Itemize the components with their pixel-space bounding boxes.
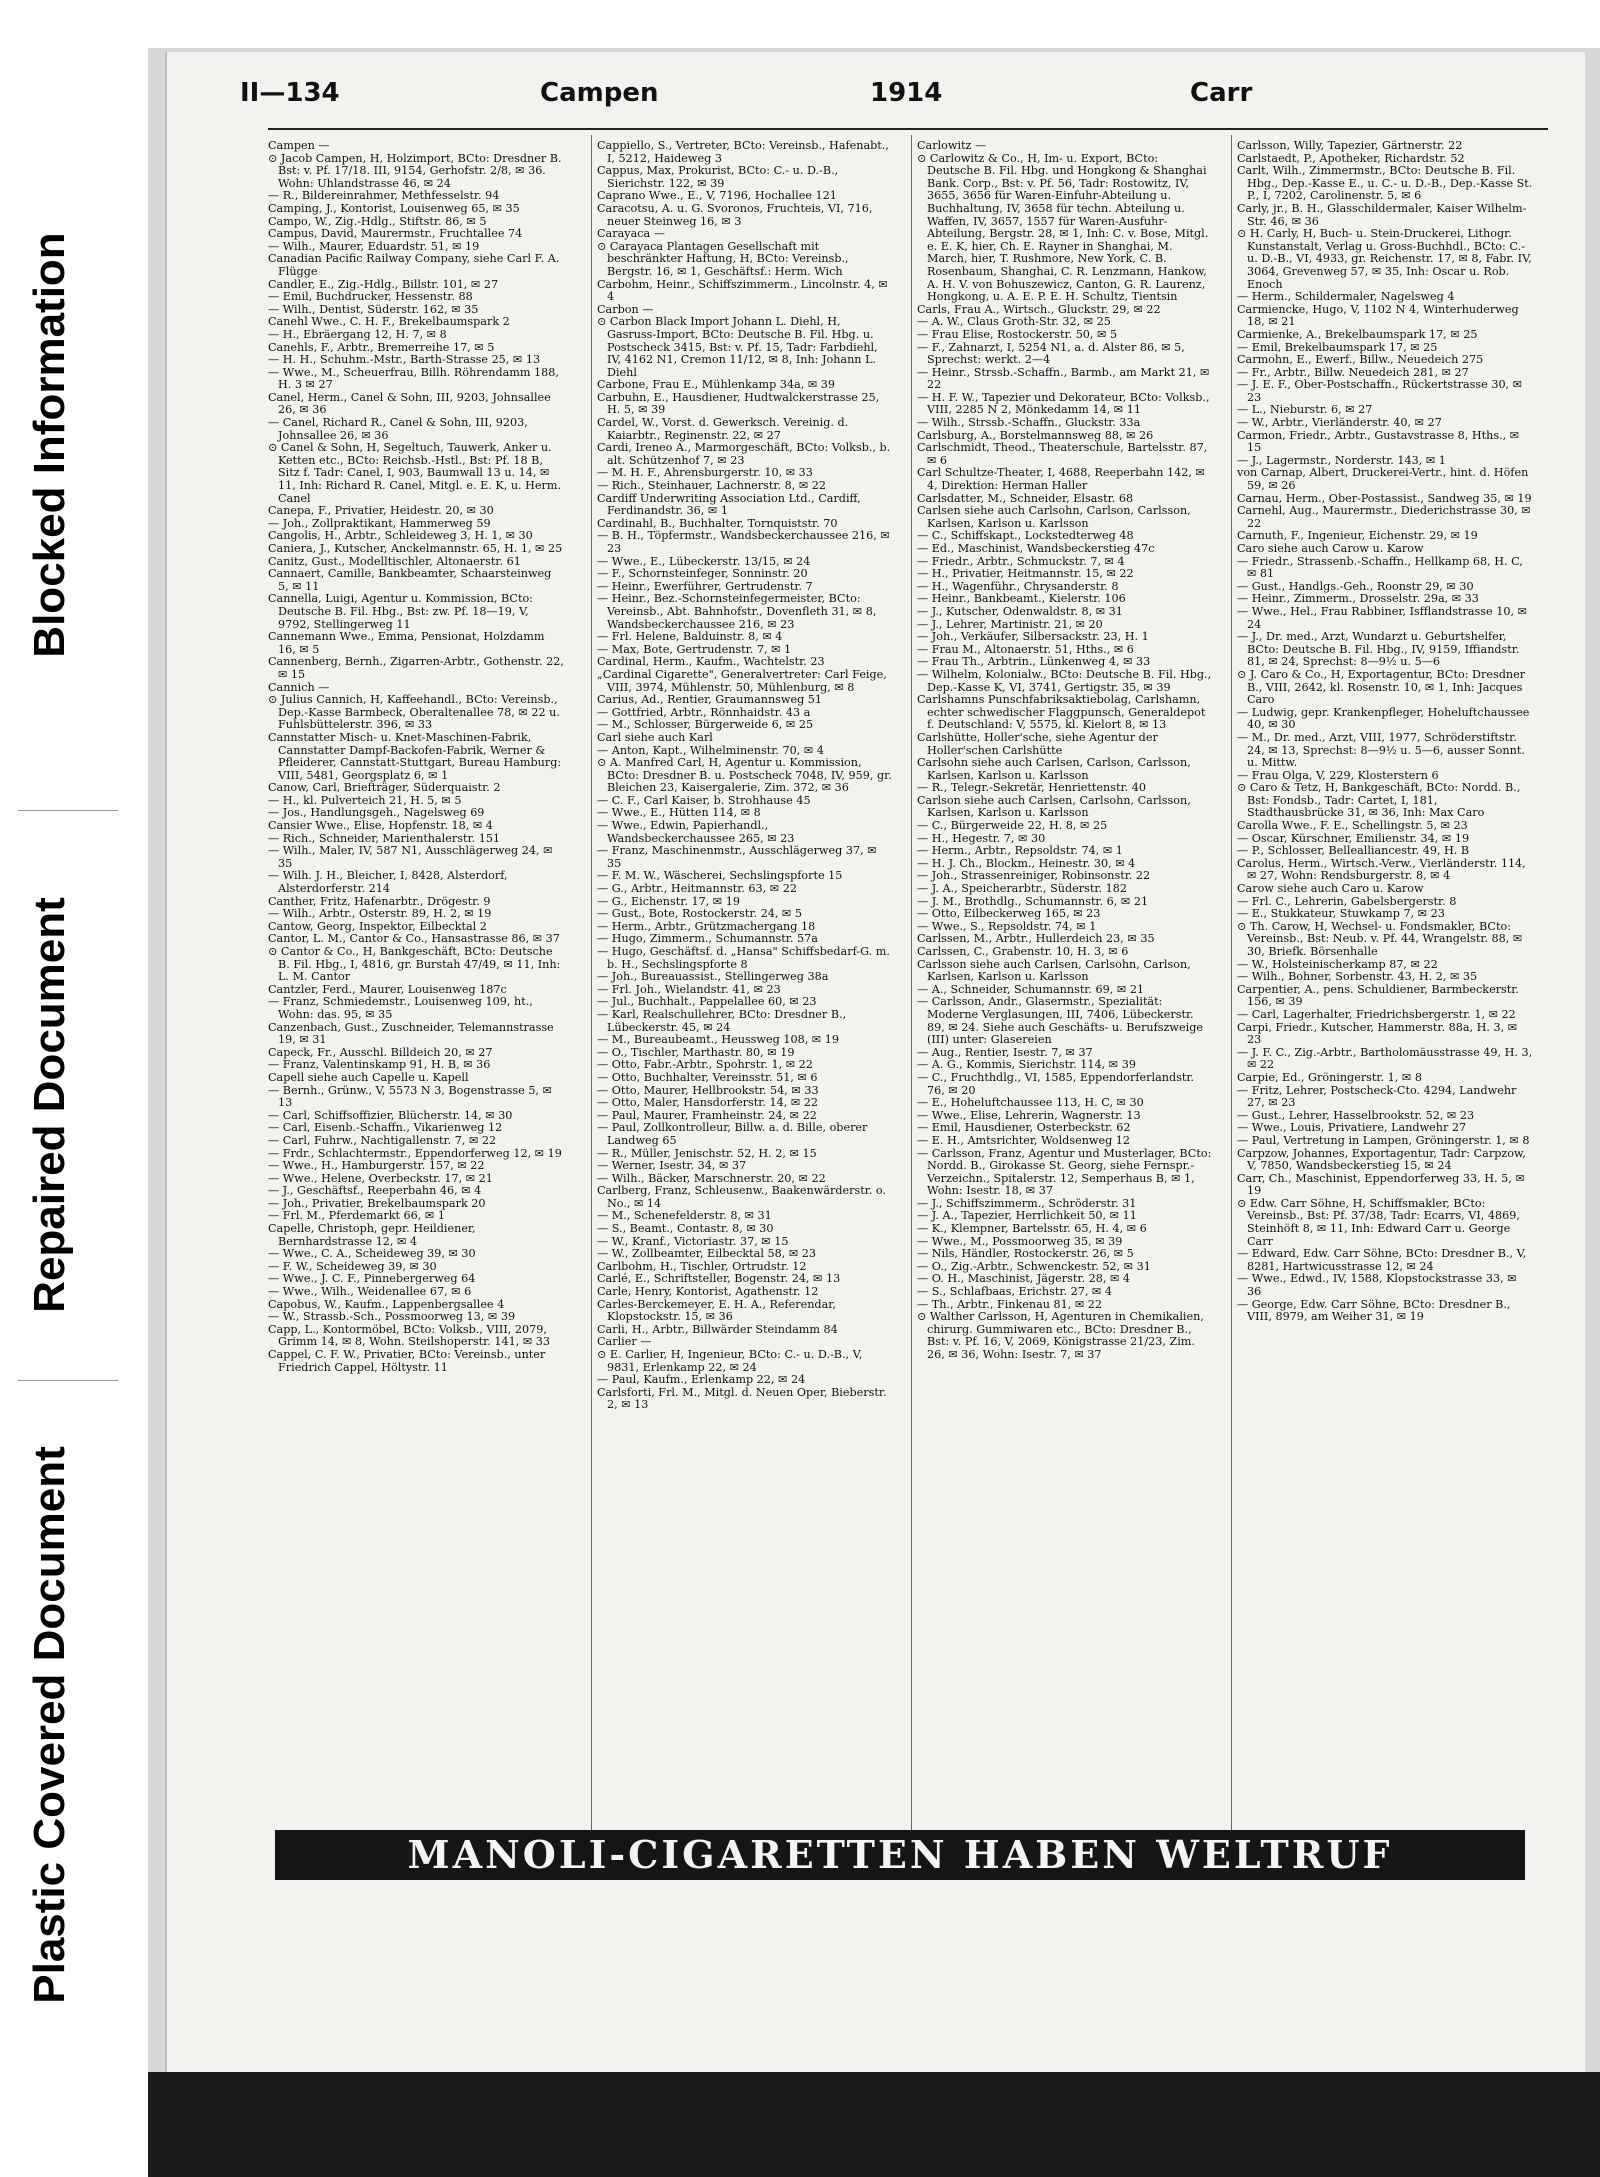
directory-entry: Carlsen siehe auch Carlsohn, Carlson, Carlsson, Karlsen, Karlson u. Karlsson: [917, 504, 1191, 530]
directory-entry: Carpie, Ed., Gröningerstr. 1, ✉ 8: [1237, 1070, 1422, 1084]
directory-entry: — Jul., Buchhalt., Pappelallee 60, ✉ 23: [597, 995, 817, 1009]
directory-entry: — Joh., Verkäufer, Silbersackstr. 23, H. 1: [917, 630, 1149, 644]
directory-entry: — Franz, Maschinenmstr., Ausschlägerweg 37, ✉ 35: [597, 844, 877, 870]
directory-entry: — Otto, Eilbeckerweg 165, ✉ 23: [917, 907, 1101, 921]
directory-entry: ⊙ Carlowitz & Co., H, Im- u. Export, BCto: Deutsche B. Fil. Hbg. und Hongkong & Shanghai Bank. Corp., Bst: v. Pf. 56, Tadr: Rostowitz, IV, 3655, 3656 für Waren-Einfuhr-Abteilung u. Buchhaltung, IV, 3658 für techn. Abteilung u. Waffen, IV, 3657, 1557 für Waren-Ausfuhr-Abteilung, Bergstr. 28, ✉ 1, Inh: C. v. Bose, Mitgl. e. E. K, hier, Ch. E. Rayner in Shanghai, M. March, hier, T. Rushmore, New York, C. B. Rosenbaum, Shanghai, C. R. Lenzmann, Hankow, A. H. V. von Bohuszewicz, Canton, G. R. Laurenz, Hongkong, u. A. E. P. E. H. Schultz, Tientsin: [917, 151, 1209, 304]
directory-entry: Caracotsu, A. u. G. Svoronos, Fruchteis, VI, 716, neuer Steinweg 16, ✉ 3: [597, 201, 873, 228]
directory-entry: Carlier —: [597, 1335, 652, 1349]
directory-entry: Cardinahl, B., Buchhalter, Tornquiststr. 70: [597, 516, 838, 530]
directory-entry: — Rich., Steinhauer, Lachnerstr. 8, ✉ 22: [597, 479, 826, 493]
directory-entry: ⊙ J. Caro & Co., H, Exportagentur, BCto: Dresdner B., VIII, 2642, kl. Rosenstr. 10, ✉ 1, Inh: Jacques Caro: [1237, 667, 1526, 707]
directory-entry: — J., Lagermstr., Norderstr. 143, ✉ 1: [1237, 453, 1446, 467]
sidebar-label-plastic: Plastic Covered Document: [25, 1446, 74, 2004]
directory-entry: Cannenberg, Bernh., Zigarren-Arbtr., Gothenstr. 22, ✉ 15: [268, 655, 564, 681]
directory-entry: — J., Kutscher, Odenwaldstr. 8, ✉ 31: [917, 604, 1123, 618]
directory-entry: Canel, Herm., Canel & Sohn, III, 9203, Johnsallee 26, ✉ 36: [268, 390, 551, 417]
sidebar: [0, 0, 140, 2177]
directory-entry: Cantor, L. M., Cantor & Co., Hansastrasse 86, ✉ 37: [268, 932, 560, 946]
directory-entry: — Wwe., J. C. F., Pinnebergerweg 64: [268, 1272, 476, 1286]
directory-entry: — C. F., Carl Kaiser, b. Strohhause 45: [597, 793, 811, 807]
directory-entry: — Heinr., Strssb.-Schaffn., Barmb., am Markt 21, ✉ 22: [917, 365, 1210, 392]
directory-entry: Cannstatter Misch- u. Knet-Maschinen-Fabrik, Cannstatter Dampf-Backofen-Fabrik, Werner & Pfleiderer, Cannstatt-Stuttgart, Bureau Hamburg: VIII, 5481, Georgsplatz 6, ✉ 1: [268, 730, 562, 782]
directory-entry: Cansier Wwe., Elise, Hopfenstr. 18, ✉ 4: [268, 819, 493, 833]
directory-entry: ⊙ Julius Cannich, H, Kaffeehandl., BCto: Vereinsb., Dep.-Kasse Barmbeck, Oberaltenallee 78, ✉ 22 u. Fuhlsbüttelerstr. 396, ✉ 33: [268, 693, 560, 732]
directory-entry: Cardel, W., Vorst. d. Gewerksch. Vereinig. d. Kaiarbtr., Reginenstr. 22, ✉ 27: [597, 416, 849, 442]
directory-entry: — Friedr., Arbtr., Schmuckstr. 7, ✉ 4: [917, 554, 1125, 568]
directory-entry: — J., Lehrer, Martinistr. 21, ✉ 20: [917, 617, 1103, 631]
directory-entry: — S., Schlafbaas, Erichstr. 27, ✉ 4: [917, 1285, 1112, 1299]
directory-entry: Carpi, Friedr., Kutscher, Hammerstr. 88a, H. 3, ✉ 23: [1237, 1020, 1518, 1047]
directory-entry: — Frl. M., Pferdemarkt 66, ✉ 1: [268, 1209, 445, 1223]
directory-entry: — Wwe., E., Hütten 114, ✉ 8: [597, 806, 761, 820]
directory-entry: Carlsson, Willy, Tapezier, Gärtnerstr. 22: [1237, 140, 1463, 152]
directory-entry: — Frau Th., Arbtrin., Lünkenweg 4, ✉ 33: [917, 655, 1151, 669]
directory-entry: — Frau Elise, Rostockerstr. 50, ✉ 5: [917, 327, 1118, 341]
directory-entry: Canzenbach, Gust., Zuschneider, Telemannstrasse 19, ✉ 31: [268, 1020, 554, 1047]
directory-entry: — Paul, Vertretung in Lampen, Gröningerstr. 1, ✉ 8: [1237, 1133, 1530, 1147]
directory-entry: — Carl, Eisenb.-Schaffn., Vikarienweg 12: [268, 1121, 503, 1135]
directory-entry: — Herm., Arbtr., Grützmachergang 18: [597, 919, 816, 933]
directory-entry: — Otto, Fabr.-Arbtr., Spohrstr. 1, ✉ 22: [597, 1058, 813, 1072]
directory-entry: — Carlsson, Franz, Agentur und Musterlager, BCto: Nordd. B., Girokasse St. Georg, siehe Fernspr.-Verzeichn., Spitalerstr. 12, Semperhaus B, ✉ 1, Wohn: Isestr. 18, ✉ 37: [917, 1146, 1212, 1198]
directory-entry: ⊙ Carayaca Plantagen Gesellschaft mit beschränkter Haftung, H, BCto: Vereinsb., Bergstr. 16, ✉ 1, Geschäftsf.: Herm. Wich: [597, 239, 849, 278]
directory-entry: — W., Holsteinischerkamp 87, ✉ 22: [1237, 957, 1438, 971]
directory-entry: — F., Schornsteinfeger, Sonninstr. 20: [597, 567, 808, 581]
directory-entry: — Gust., Handlgs.-Geh., Roonstr 29, ✉ 30: [1237, 579, 1474, 593]
directory-entry: — H. H., Schuhm.-Mstr., Barth-Strasse 25, ✉ 13: [268, 353, 541, 367]
directory-entry: — O., Tischler, Marthastr. 80, ✉ 19: [597, 1045, 795, 1059]
directory-entry: Carles-Berckemeyer, E. H. A., Referendar, Klopstockstr. 15, ✉ 36: [597, 1297, 836, 1324]
directory-entry: — Wwe., Louis, Privatiere, Landwehr 27: [1237, 1121, 1467, 1135]
directory-entry: — M., Bureaubeamt., Heussweg 108, ✉ 19: [597, 1033, 839, 1047]
directory-entry: ⊙ Caro & Tetz, H, Bankgeschäft, BCto: Nordd. B., Bst: Fondsb., Tadr: Cartet, I, 181, Stadthausbrücke 31, ✉ 36, Inh: Max Caro: [1237, 781, 1521, 820]
directory-entry: — Heinr., Zimmerm., Drosselstr. 29a, ✉ 33: [1237, 592, 1479, 606]
directory-entry: — Wilhelm, Kolonialw., BCto: Deutsche B. Fil. Hbg., Dep.-Kasse K, VI, 3741, Gertigstr. 35, ✉ 39: [917, 667, 1212, 694]
directory-entry: Carpentier, A., pens. Schuldiener, Barmbeckerstr. 156, ✉ 39: [1237, 982, 1519, 1009]
directory-entry: — Wwe., H., Hamburgerstr. 157, ✉ 22: [268, 1159, 485, 1173]
directory-entry: — L., Nieburstr. 6, ✉ 27: [1237, 403, 1373, 417]
directory-entry: Cangolis, H., Arbtr., Schleideweg 3, H. 1, ✉ 30: [268, 529, 533, 543]
directory-entry: Capell siehe auch Capelle u. Kapell: [268, 1070, 469, 1084]
directory-entry: — Paul, Zollkontrolleur, Billw. a. d. Bille, oberer Landweg 65: [597, 1121, 868, 1147]
directory-entry: — Wwe., M., Possmoorweg 35, ✉ 39: [917, 1234, 1123, 1248]
directory-entry: — H. J. Ch., Blockm., Heinestr. 30, ✉ 4: [917, 856, 1136, 870]
directory-entry: Cardi, Ireneo A., Marmorgeschäft, BCto: Volksb., b. alt. Schützenhof 7, ✉ 23: [597, 441, 891, 467]
scan-edge: [148, 2072, 1600, 2177]
directory-entry: — Wwe., Hel., Frau Rabbiner, Isfflandstrasse 10, ✉ 24: [1237, 604, 1527, 631]
directory-entry: Cannich —: [268, 680, 330, 694]
directory-entry: — Wwe., Wilh., Weidenallee 67, ✉ 6: [268, 1285, 472, 1299]
directory-entry: — Anton, Kapt., Wilhelminenstr. 70, ✉ 4: [597, 743, 824, 757]
directory-entry: — O., Zig.-Arbtr., Schwenckestr. 52, ✉ 31: [917, 1259, 1151, 1273]
directory-entry: — M. H. F., Ahrensburgerstr. 10, ✉ 33: [597, 466, 813, 480]
directory-entry: Cappus, Max, Prokurist, BCto: C.- u. D.-B., Sierichstr. 122, ✉ 39: [597, 164, 839, 190]
directory-entry: — Joh., Bureauassist., Stellingerweg 38a: [597, 970, 829, 984]
directory-entry: Carl Schultze-Theater, I, 4688, Reeperbahn 142, ✉ 4, Direktion: Herman Haller: [917, 466, 1205, 493]
directory-entry: ⊙ Th. Carow, H, Wechsel- u. Fondsmakler, BCto: Vereinsb., Bst: Neub. v. Pf. 44, Wrangelstr. 88, ✉ 30, Briefk. Börsenhalle: [1237, 919, 1523, 958]
directory-entry: — M., Schlosser, Bürgerweide 6, ✉ 25: [597, 718, 814, 732]
directory-entry: — Edward, Edw. Carr Söhne, BCto: Dresdner B., V, 8281, Hartwicusstrasse 12, ✉ 24: [1237, 1247, 1527, 1273]
directory-entry: Carnehl, Aug., Maurermstr., Diederichstrasse 30, ✉ 22: [1237, 504, 1531, 530]
directory-entry: — W., Arbtr., Vierländerstr. 40, ✉ 27: [1237, 416, 1442, 430]
directory-entry: — W., Kranf., Victoriastr. 37, ✉ 15: [597, 1234, 789, 1248]
directory-entry: — M., Schenefelderstr. 8, ✉ 31: [597, 1209, 772, 1223]
directory-entry: Carnuth, F., Ingenieur, Eichenstr. 29, ✉ 19: [1237, 529, 1478, 543]
directory-entry: ⊙ Edw. Carr Söhne, H, Schiffsmakler, BCto: Vereinsb., Bst: Pf. 37/38, Tadr: Ecarrs, VI, 4869, Steinhöft 8, ✉ 11, Inh: Edward Carr u. George Carr: [1237, 1196, 1520, 1248]
directory-entry: — Wwe., Elise, Lehrerin, Wagnerstr. 13: [917, 1108, 1141, 1122]
directory-entry: Carlt, Wilh., Zimmermstr., BCto: Deutsche B. Fil. Hbg., Dep.-Kasse E., u. C.- u. D.-B., Dep.-Kasse St. P., I, 7202, Carolinenstr. 5, ✉ 6: [1237, 164, 1533, 203]
directory-entry: Carlstaedt, P., Apotheker, Richardstr. 52: [1237, 151, 1465, 165]
directory-entry: ⊙ E. Carlier, H, Ingenieur, BCto: C.- u. D.-B., V, 9831, Erlenkamp 22, ✉ 24: [597, 1348, 863, 1374]
directory-column-2: [597, 140, 893, 1830]
directory-entry: Carlshamns Punschfabriksaktiebolag, Carlshamn, echter schwedischer Flaggpunsch, Generaldepot f. Deutschland: V, 5575, kl. Kielort 8, ✉ 13: [917, 693, 1206, 732]
directory-entry: — Wwe., S., Repsoldstr. 74, ✉ 1: [917, 919, 1097, 933]
directory-entry: — Wwe., E., Lübeckerstr. 13/15, ✉ 24: [597, 554, 811, 568]
header-right-word: Carr: [1190, 78, 1253, 108]
directory-entry: ⊙ H. Carly, H, Buch- u. Stein-Druckerei, Lithogr. Kunstanstalt, Verlag u. Gross-Buchhdl., BCto: C.- u. D.-B., VI, 4933, gr. Reichenstr. 17, ✉ 8, Fabr. IV, 3064, Grevenweg 57, ✉ 35, Inh: Oscar u. Rob. Enoch: [1237, 227, 1532, 291]
directory-entry: — Wilh., Maler, IV, 587 N1, Ausschlägerweg 24, ✉ 35: [268, 844, 553, 870]
directory-entry: Carow siehe auch Caro u. Karow: [1237, 882, 1424, 896]
directory-entry: Carolla Wwe., F. E., Schellingstr. 5, ✉ 23: [1237, 819, 1468, 833]
column-divider: [1231, 135, 1232, 1835]
directory-entry: — Wwe., C. A., Scheideweg 39, ✉ 30: [268, 1247, 476, 1261]
directory-entry: Camping, J., Kontorist, Louisenweg 65, ✉ 35: [268, 201, 520, 215]
directory-entry: — C., Bürgerweide 22, H. 8, ✉ 25: [917, 819, 1108, 833]
directory-entry: — Max, Bote, Gertrudenstr. 7, ✉ 1: [597, 642, 792, 656]
directory-entry: Carius, Ad., Rentier, Graumannsweg 51: [597, 693, 823, 707]
directory-entry: — George, Edw. Carr Söhne, BCto: Dresdner B., VIII, 8979, am Weiher 31, ✉ 19: [1237, 1297, 1511, 1324]
directory-entry: Canepa, F., Privatier, Heidestr. 20, ✉ 30: [268, 504, 494, 518]
directory-entry: — Herm., Arbtr., Repsoldstr. 74, ✉ 1: [917, 844, 1123, 858]
directory-entry: Carayaca —: [597, 227, 665, 241]
directory-entry: — Franz, Valentinskamp 91, H. B, ✉ 36: [268, 1058, 491, 1072]
directory-entry: — Emil, Brekelbaumspark 17, ✉ 25: [1237, 340, 1438, 354]
directory-entry: — Karl, Realschullehrer, BCto: Dresdner B., Lübeckerstr. 45, ✉ 24: [597, 1007, 847, 1034]
directory-entry: — Heinr., Ewerführer, Gertrudenstr. 7: [597, 579, 813, 593]
directory-entry: — E. H., Amtsrichter, Woldsenweg 12: [917, 1133, 1131, 1147]
directory-entry: — Otto, Maurer, Hellbrookstr. 54, ✉ 33: [597, 1083, 819, 1097]
directory-entry: Canitz, Gust., Modelltischler, Altonaerstr. 61: [268, 554, 521, 568]
header-rule: [268, 128, 1548, 130]
directory-entry: — J., Geschäftsf., Reeperbahn 46, ✉ 4: [268, 1184, 482, 1198]
directory-entry: — A. G., Kommis, Sierichstr. 114, ✉ 39: [917, 1058, 1136, 1072]
directory-entry: — Wilh., Strssb.-Schaffn., Gluckstr. 33a: [917, 416, 1141, 430]
directory-entry: Carli, H., Arbtr., Billwärder Steindamm 84: [597, 1322, 838, 1336]
directory-entry: Carlsforti, Frl. M., Mitgl. d. Neuen Oper, Bieberstr. 2, ✉ 13: [597, 1385, 887, 1412]
directory-entry: Canther, Fritz, Hafenarbtr., Drögestr. 9: [268, 894, 491, 908]
directory-entry: Carle, Henry, Kontorist, Agathenstr. 12: [597, 1285, 819, 1299]
directory-entry: — F., Zahnarzt, I, 5254 N1, a. d. Alster 86, ✉ 5, Sprechst: werkt. 2—4: [917, 340, 1185, 367]
directory-entry: „Cardinal Cigarette", Generalvertreter: Carl Feige, VIII, 3974, Mühlenstr. 50, Mühlenburg, ✉ 8: [597, 667, 887, 694]
directory-entry: — Wilh., Arbtr., Osterstr. 89, H. 2, ✉ 19: [268, 907, 492, 921]
directory-entry: — Oscar, Kürschner, Emilienstr. 34, ✉ 19: [1237, 831, 1470, 845]
directory-entry: — Heinr., Bez.-Schornsteinfegermeister, BCto: Vereinsb., Abt. Bahnhofstr., Dovenfleth 31, ✉ 8, Wandsbeckerchaussee 216, ✉ 23: [597, 592, 877, 631]
directory-entry: Carlshütte, Holler'sche, siehe Agentur der Holler'schen Carlshütte: [917, 730, 1158, 757]
directory-entry: Cantzler, Ferd., Maurer, Louisenweg 187c: [268, 982, 507, 996]
directory-entry: — H., Ebräergang 12, H. 7, ✉ 8: [268, 327, 447, 341]
directory-entry: — A. W., Claus Groth-Str. 32, ✉ 25: [917, 315, 1111, 329]
directory-entry: — Nils, Händler, Rostockerstr. 26, ✉ 5: [917, 1247, 1134, 1261]
directory-entry: — Frdr., Schlachtermstr., Eppendorferweg 12, ✉ 19: [268, 1146, 562, 1160]
directory-entry: Carlberg, Franz, Schleusenw., Baakenwärderstr. o. No., ✉ 14: [597, 1184, 887, 1210]
directory-entry: von Carnap, Albert, Druckerei-Vertr., hint. d. Höfen 59, ✉ 26: [1237, 466, 1529, 493]
directory-entry: — Ed., Maschinist, Wandsbeckerstieg 47c: [917, 542, 1155, 555]
directory-entry: Carbohm, Heinr., Schiffszimmerm., Lincolnstr. 4, ✉ 4: [597, 277, 888, 304]
directory-entry: Carbon —: [597, 302, 654, 316]
directory-entry: Carpzow, Johannes, Exportagentur, Tadr: Carpzow, V, 7850, Wandsbeckerstieg 15, ✉ 24: [1237, 1146, 1526, 1173]
page-header: [240, 78, 1540, 118]
directory-entry: Cannaert, Camille, Bankbeamter, Schaarsteinweg 5, ✉ 11: [268, 567, 552, 593]
directory-entry: — G., Arbtr., Heitmannstr. 63, ✉ 22: [597, 882, 797, 896]
directory-entry: — Carl, Fuhrw., Nachtigallenstr. 7, ✉ 22: [268, 1133, 497, 1147]
directory-entry: Cappiello, S., Vertreter, BCto: Vereinsb., Hafenabt., I, 5212, Haideweg 3: [597, 140, 889, 165]
directory-entry: — H., Hegestr. 7, ✉ 30: [917, 831, 1046, 845]
directory-entry: — Gust., Bote, Rostockerstr. 24, ✉ 5: [597, 907, 802, 921]
directory-entry: — J., Schiffszimmerm., Schröderstr. 31: [917, 1196, 1137, 1210]
directory-entry: — W., Zollbeamter, Eilbecktal 58, ✉ 23: [597, 1247, 816, 1261]
directory-entry: — Jos., Handlungsgeh., Nagelsweg 69: [268, 806, 485, 820]
directory-entry: Carlowitz —: [917, 140, 987, 152]
directory-entry: Carlssen, C., Grabenstr. 10, H. 3, ✉ 6: [917, 945, 1129, 958]
directory-entry: — G., Eichenstr. 17, ✉ 19: [597, 894, 740, 908]
directory-entry: — Wwe., Helene, Overbeckstr. 17, ✉ 21: [268, 1171, 493, 1185]
directory-entry: Carbuhn, E., Hausdiener, Hudtwalckerstrasse 25, H. 5, ✉ 39: [597, 390, 880, 417]
directory-entry: — Carl, Schiffsoffizier, Blücherstr. 14, ✉ 30: [268, 1108, 513, 1122]
directory-entry: — P., Schlosser, Bellealliancestr. 49, H. B: [1237, 844, 1470, 858]
directory-entry: — Joh., Strassenreiniger, Robinsonstr. 22: [917, 869, 1151, 883]
directory-entry: — Wilh., Bäcker, Marschnerstr. 20, ✉ 22: [597, 1171, 826, 1185]
directory-entry: Carnau, Herm., Ober-Postassist., Sandweg 35, ✉ 19: [1237, 491, 1532, 505]
directory-entry: — Gust., Lehrer, Hasselbrookstr. 52, ✉ 23: [1237, 1108, 1475, 1122]
directory-entry: — J. M., Brothdlg., Schumannstr. 6, ✉ 21: [917, 894, 1149, 908]
directory-entry: Carlssen, M., Arbtr., Hullerdeich 23, ✉ 35: [917, 932, 1155, 946]
directory-entry: — Wwe., Edwd., IV, 1588, Klopstockstrasse 33, ✉ 36: [1237, 1272, 1517, 1299]
directory-entry: Candler, E., Zig.-Hdlg., Billstr. 101, ✉ 27: [268, 277, 499, 291]
directory-entry: — S., Beamt., Contastr. 8, ✉ 30: [597, 1222, 774, 1236]
directory-entry: — H. F. W., Tapezier und Dekorateur, BCto: Volksb., VIII, 2285 N 2, Mönkedamm 14, ✉ 11: [917, 390, 1210, 417]
directory-entry: Carlsson siehe auch Carlsen, Carlsohn, Carlson, Karlsen, Karlson u. Karlsson: [917, 957, 1191, 984]
directory-entry: — Canel, Richard R., Canel & Sohn, III, 9203, Johnsallee 26, ✉ 36: [268, 416, 528, 442]
directory-entry: ⊙ Jacob Campen, H, Holzimport, BCto: Dresdner B. Bst: v. Pf. 17/18. III, 9154, Gerhofstr. 2/8, ✉ 36. Wohn: Uhlandstrasse 46, ✉ 24: [268, 151, 562, 190]
directory-column-3: [917, 140, 1213, 1830]
directory-entry: — Werner, Isestr. 34, ✉ 37: [597, 1159, 747, 1173]
directory-entry: — Frau M., Altonaerstr. 51, Hths., ✉ 6: [917, 642, 1134, 656]
sidebar-label-blocked: Blocked Information: [25, 232, 74, 658]
directory-entry: — R., Bildereinrahmer, Methfesselstr. 94: [268, 189, 500, 203]
directory-entry: — Herm., Schildermaler, Nagelsweg 4: [1237, 290, 1455, 304]
directory-entry: Carmohn, E., Ewerf., Billw., Neuedeich 275: [1237, 353, 1484, 367]
directory-entry: — Frl. Helene, Balduinstr. 8, ✉ 4: [597, 630, 783, 644]
directory-entry: Canehls, F., Arbtr., Bremerreihe 17, ✉ 5: [268, 340, 495, 354]
directory-entry: — Joh., Privatier, Brekelbaumspark 20: [268, 1196, 486, 1210]
directory-entry: — Wilh. J. H., Bleicher, I, 8428, Alsterdorf, Alsterdorferstr. 214: [268, 869, 508, 896]
directory-entry: — Bernh., Grünw., V, 5573 N 3, Bogenstrasse 5, ✉ 13: [268, 1083, 552, 1110]
directory-entry: Campen —: [268, 140, 330, 152]
directory-entry: ⊙ A. Manfred Carl, H, Agentur u. Kommission, BCto: Dresdner B. u. Postscheck 7048, IV, 959, gr. Bleichen 23, Kaisergalerie, Zim. 372, ✉ 36: [597, 756, 892, 795]
directory-entry: — H., Privatier, Heitmannstr. 15, ✉ 22: [917, 567, 1134, 581]
directory-entry: ⊙ Canel & Sohn, H, Segeltuch, Tauwerk, Anker u. Ketten etc., BCto: Reichsb.-Hstl., Bst: Pf. 18 B, Sitz f. Tadr: Canel, I, 903, Baumwall 13 u. 14, ✉ 11, Inh: Richard R. Canel, Mitgl. e. E. K, u. Herm. Canel: [268, 441, 562, 505]
directory-entry: Carls, Frau A., Wirtsch., Gluckstr. 29, ✉ 22: [917, 302, 1161, 316]
directory-entry: — Wwe., Edwin, Papierhandl., Wandsbeckerchaussee 265, ✉ 23: [597, 819, 795, 845]
directory-entry: — Paul, Kaufm., Erlenkamp 22, ✉ 24: [597, 1373, 806, 1387]
directory-entry: — C., Schiffskapt., Lockstedterweg 48: [917, 529, 1134, 543]
directory-entry: Carlsburg, A., Borstelmannsweg 88, ✉ 26: [917, 428, 1154, 442]
directory-entry: — Hugo, Zimmerm., Schumannstr. 57a: [597, 932, 818, 946]
directory-entry: Carbone, Frau E., Mühlenkamp 34a, ✉ 39: [597, 378, 836, 392]
directory-entry: — Hugo, Geschäftsf. d. „Hansa" Schiffsbedarf-G. m. b. H., Sechslingspforte 8: [597, 945, 890, 971]
directory-entry: — C., Fruchthdlg., VI, 1585, Eppendorferlandstr. 76, ✉ 20: [917, 1070, 1195, 1097]
directory-entry: ⊙ Cantor & Co., H, Bankgeschäft, BCto: Deutsche B. Fil. Hbg., I, 4816, gr. Burstah 47/49, ✉ 11, Inh: L. M. Cantor: [268, 945, 561, 984]
directory-entry: — Frau Olga, V, 229, Klosterstern 6: [1237, 768, 1439, 782]
directory-entry: Caniera, J., Kutscher, Anckelmannstr. 65, H. 1, ✉ 25: [268, 542, 563, 555]
directory-entry: — Otto, Buchhalter, Vereinsstr. 51, ✉ 6: [597, 1070, 818, 1084]
directory-entry: — Emil, Hausdiener, Osterbeckstr. 62: [917, 1121, 1131, 1135]
directory-entry: — E., Hoheluftchaussee 113, H. C, ✉ 30: [917, 1096, 1144, 1110]
directory-entry: Caprano Wwe., E., V, 7196, Hochallee 121: [597, 189, 837, 203]
directory-entry: — Wilh., Bohner, Sorbenstr. 43, H. 2, ✉ 35: [1237, 970, 1478, 984]
directory-entry: — M., Dr. med., Arzt, VIII, 1977, Schröderstiftstr. 24, ✉ 13, Sprechst: 8—9½ u. 5—6, ausser Sonnt. u. Mittw.: [1237, 730, 1525, 770]
directory-entry: — J. A., Speicherarbtr., Süderstr. 182: [917, 882, 1127, 896]
page-number: II—134: [240, 78, 340, 108]
directory-entry: — Otto, Maler, Hansdorferstr. 14, ✉ 22: [597, 1096, 819, 1110]
directory-entry: Carmon, Friedr., Arbtr., Gustavstrasse 8, Hths., ✉ 15: [1237, 428, 1520, 455]
directory-entry: — Fritz, Lehrer, Postscheck-Cto. 4294, Landwehr 27, ✉ 23: [1237, 1083, 1517, 1110]
directory-entry: — Heinr., Bankbeamt., Kielerstr. 106: [917, 592, 1126, 606]
directory-entry: ⊙ Walther Carlsson, H, Agenturen in Chemikalien, chirurg. Gummiwaren etc., BCto: Dresdner B., Bst: v. Pf. 16, V, 2069, Königstrasse 21/23, Zim. 26, ✉ 36, Wohn: Isestr. 7, ✉ 37: [917, 1310, 1204, 1361]
directory-entry: — F. M. W., Wäscherei, Sechslingspforte 15: [597, 869, 843, 883]
directory-entry: Carr, Ch., Maschinist, Eppendorferweg 33, H. 5, ✉ 19: [1237, 1171, 1525, 1198]
directory-entry: Carly, jr., B. H., Glasschildermaler, Kaiser Wilhelm-Str. 46, ✉ 36: [1237, 201, 1527, 228]
directory-entry: — Joh., Zollpraktikant, Hammerweg 59: [268, 516, 491, 530]
column-divider: [911, 135, 912, 1835]
directory-entry: — Frl. C., Lehrerin, Gabelsbergerstr. 8: [1237, 894, 1457, 908]
directory-entry: — Th., Arbtr., Finkenau 81, ✉ 22: [917, 1297, 1103, 1311]
directory-entry: Capeck, Fr., Ausschl. Billdeich 20, ✉ 27: [268, 1045, 493, 1059]
directory-entry: — Carl, Lagerhalter, Friedrichsbergerstr. 1, ✉ 22: [1237, 1007, 1516, 1021]
directory-entry: Cannemann Wwe., Emma, Pensionat, Holzdamm 16, ✉ 5: [268, 630, 545, 656]
directory-entry: — F. W., Scheideweg 39, ✉ 30: [268, 1259, 437, 1273]
directory-entry: — K., Klempner, Bartelsstr. 65, H. 4, ✉ 6: [917, 1222, 1147, 1236]
directory-entry: — Frl. Joh., Wielandstr. 41, ✉ 23: [597, 982, 781, 996]
directory-entry: — Wilh., Maurer, Eduardstr. 51, ✉ 19: [268, 239, 480, 253]
directory-entry: — H., Wagenführ., Chrysanderstr. 8: [917, 579, 1119, 593]
directory-entry: Cappel, C. F. W., Privatier, BCto: Vereinsb., unter Friedrich Cappel, Höltystr. 11: [268, 1348, 546, 1374]
directory-entry: Carl siehe auch Karl: [597, 730, 713, 744]
directory-entry: Campo, W., Zig.-Hdlg., Stiftstr. 86, ✉ 5: [268, 214, 487, 228]
directory-entry: — Emil, Buchdrucker, Hessenstr. 88: [268, 290, 473, 304]
directory-entry: Carmiencke, Hugo, V, 1102 N 4, Winterhuderweg 18, ✉ 21: [1237, 302, 1519, 329]
directory-entry: — H., kl. Pulverteich 21, H. 5, ✉ 5: [268, 793, 462, 807]
directory-entry: — Rich., Schneider, Marienthalerstr. 151: [268, 831, 501, 845]
directory-entry: Capp, L., Kontormöbel, BCto: Volksb., VIII, 2079, Grimm 14, ✉ 8, Wohn. Steilshoperstr. 141, ✉ 33: [268, 1322, 550, 1349]
directory-entry: — Paul, Maurer, Framheinstr. 24, ✉ 22: [597, 1108, 817, 1122]
directory-entry: Carlson siehe auch Carlsen, Carlsohn, Carlsson, Karlsen, Karlson u. Karlsson: [917, 793, 1191, 820]
directory-entry: — E., Stukkateur, Stuwkamp 7, ✉ 23: [1237, 907, 1445, 921]
directory-entry: Cantow, Georg, Inspektor, Eilbecktal 2: [268, 919, 487, 933]
directory-entry: — J., Dr. med., Arzt, Wundarzt u. Geburtshelfer, BCto: Deutsche B. Fil. Hbg., IV, 9159, Iffiandstr. 81, ✉ 24, Sprechst: 8—9½ u. 5—6: [1237, 630, 1520, 669]
directory-entry: — Aug., Rentier, Isestr. 7, ✉ 37: [917, 1045, 1093, 1059]
directory-entry: Campus, David, Maurermstr., Fruchtallee 74: [268, 227, 523, 241]
directory-entry: — R., Telegr.-Sekretär, Henriettenstr. 40: [917, 781, 1146, 795]
directory-entry: — O. H., Maschinist, Jägerstr. 28, ✉ 4: [917, 1272, 1130, 1286]
directory-entry: Carlé, E., Schriftsteller, Bogenstr. 24, ✉ 13: [597, 1272, 841, 1286]
directory-entry: Canadian Pacific Railway Company, siehe Carl F. A. Flügge: [268, 252, 560, 278]
directory-entry: Cardiff Underwriting Association Ltd., Cardiff, Ferdinandstr. 36, ✉ 1: [597, 491, 861, 518]
directory-entry: Canehl Wwe., C. H. F., Brekelbaumspark 2: [268, 315, 510, 329]
directory-entry: — Carlsson, Andr., Glasermstr., Spezialität: Moderne Verglasungen, III, 7406, Lübeckerstr. 89, ✉ 24. Siehe auch Geschäfts- u. Berufszweige (III) unter: Glasereien: [917, 995, 1203, 1047]
advertisement-banner: MANOLI-CIGARETTEN HABEN WELTRUF: [275, 1830, 1525, 1880]
directory-column-1: [268, 140, 564, 1830]
directory-entry: Carmienke, A., Brekelbaumspark 17, ✉ 25: [1237, 327, 1478, 341]
sidebar-label-repaired: Repaired Document: [25, 897, 74, 1313]
directory-entry: Capobus, W., Kaufm., Lappenbergsallee 4: [268, 1297, 505, 1311]
directory-entry: — B. H., Töpfermstr., Wandsbeckerchaussee 216, ✉ 23: [597, 529, 890, 555]
directory-column-4: [1237, 140, 1533, 1830]
directory-entry: — Fr., Arbtr., Billw. Neuedeich 281, ✉ 27: [1237, 365, 1469, 379]
directory-entry: — Friedr., Strassenb.-Schaffn., Hellkamp 68, H. C, ✉ 81: [1237, 554, 1523, 581]
directory-entry: ⊙ Carbon Black Import Johann L. Diehl, H, Gasruss-Import, BCto: Deutsche B. Fil. Hbg. u. Postscheck 3415, Bst: v. Pf. 15, Tadr: Farbdiehl, IV, 4162 N1, Cremon 11/12, ✉ 8, Inh: Johann L. Diehl: [597, 315, 878, 379]
directory-entry: — Wilh., Dentist, Süderstr. 162, ✉ 35: [268, 302, 479, 316]
directory-entry: — A., Schneider, Schumannstr. 69, ✉ 21: [917, 982, 1145, 996]
directory-entry: — J. A., Tapezier, Herrlichkeit 50, ✉ 11: [917, 1209, 1137, 1223]
directory-entry: — Wwe., M., Scheuerfrau, Billh. Röhrendamm 188, H. 3 ✉ 27: [268, 365, 559, 392]
directory-entry: Carlschmidt, Theod., Theaterschule, Bartelsstr. 87, ✉ 6: [917, 441, 1208, 467]
directory-entry: Caro siehe auch Carow u. Karow: [1237, 542, 1424, 555]
directory-entry: Carlsohn siehe auch Carlsen, Carlson, Carlsson, Karlsen, Karlson u. Karlsson: [917, 756, 1191, 782]
header-left-word: Campen: [540, 78, 659, 108]
directory-entry: Canow, Carl, Briefträger, Süderquaistr. 2: [268, 781, 501, 795]
column-divider: [591, 135, 592, 1835]
directory-entry: — R., Müller, Jenischstr. 52, H. 2, ✉ 15: [597, 1146, 817, 1160]
directory-entry: Cannella, Luigi, Agentur u. Kommission, BCto: Deutsche B. Fil. Hbg., Bst: zw. Pf. 18—19, V, 9792, Stellingerweg 11: [268, 592, 533, 631]
directory-entry: — J. E. F., Ober-Postschaffn., Rückertstrasse 30, ✉ 23: [1237, 378, 1523, 404]
directory-entry: Carolus, Herm., Wirtsch.-Verw., Vierländerstr. 114, ✉ 27, Wohn: Rendsburgerstr. 8, ✉ 4: [1237, 856, 1526, 883]
directory-entry: — J. F. C., Zig.-Arbtr., Bartholomäusstrasse 49, H. 3, ✉ 22: [1237, 1045, 1533, 1072]
directory-entry: Cardinal, Herm., Kaufm., Wachtelstr. 23: [597, 655, 825, 669]
directory-entry: Carlsdatter, M., Schneider, Elsastr. 68: [917, 491, 1134, 505]
directory-entry: — Gottfried, Arbtr., Rönnhaidstr. 43 a: [597, 705, 811, 719]
directory-entry: Carlbohm, H., Tischler, Ortrudstr. 12: [597, 1259, 807, 1273]
directory-entry: — Ludwig, gepr. Krankenpfleger, Hoheluftchaussee 40, ✉ 30: [1237, 705, 1530, 732]
directory-entry: Capelle, Christoph, gepr. Heildiener, Bernhardstrasse 12, ✉ 4: [268, 1222, 476, 1248]
header-year: 1914: [870, 78, 943, 108]
directory-entry: — Franz, Schmiedemstr., Louisenweg 109, ht., Wohn: das. 95, ✉ 35: [268, 995, 533, 1021]
directory-entry: — W., Strassb.-Sch., Possmoorweg 13, ✉ 39: [268, 1310, 516, 1324]
